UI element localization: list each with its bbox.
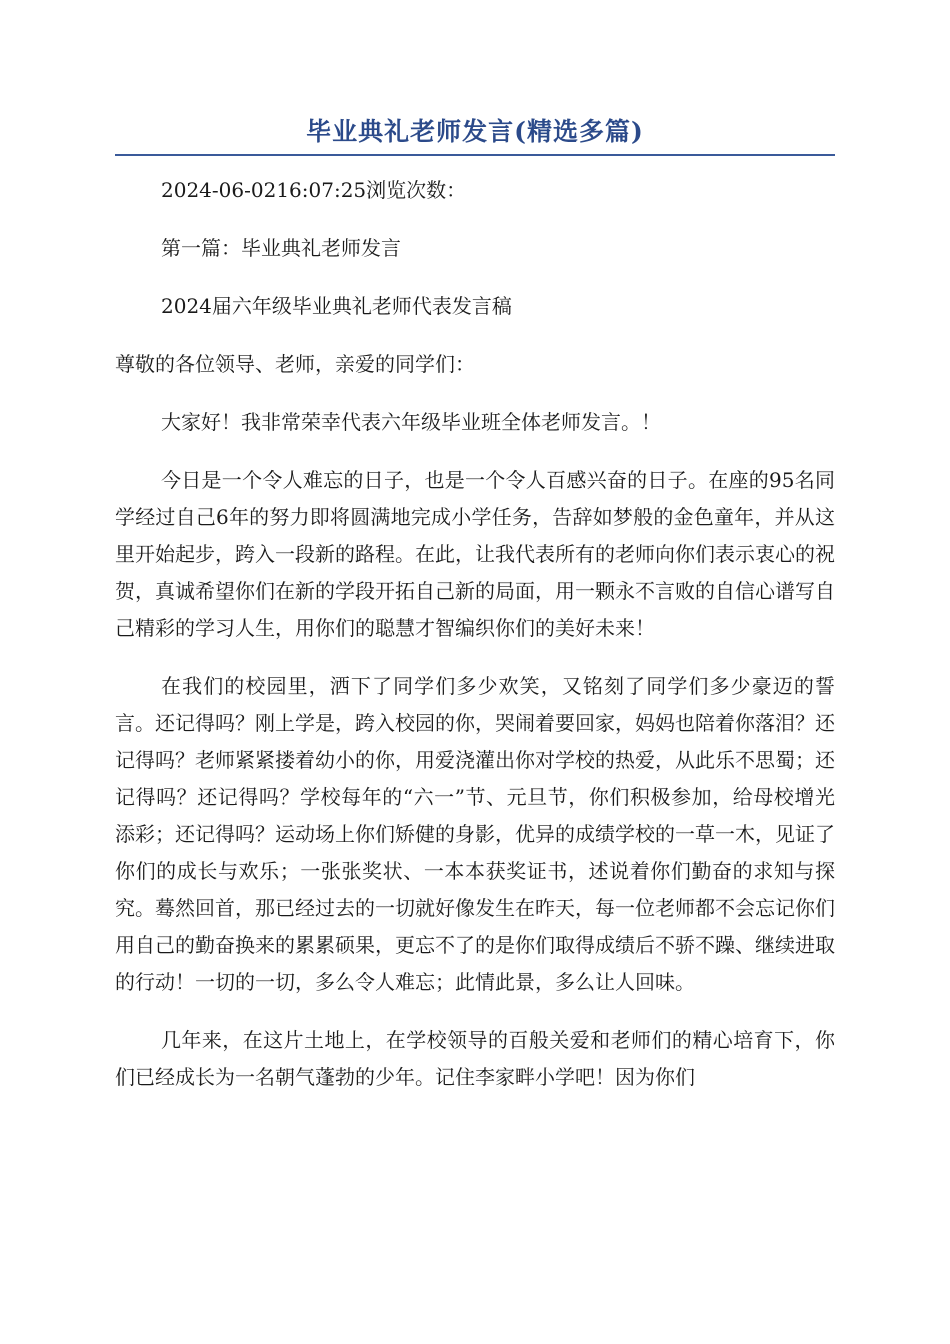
section-heading: 第一篇：毕业典礼老师发言 [161,236,401,260]
document-page [115,112,835,1117]
body-paragraph: 几年来，在这片土地上，在学校领导的百般关爱和老师们的精心培育下，你们已经成长为一名朝气蓬勃的少年。记住李家畔小学吧！因为你们 [115,1028,835,1089]
greeting-paragraph: 大家好！我非常荣幸代表六年级毕业班全体老师发言。！ [161,410,661,434]
body-paragraph: 今日是一个令人难忘的日子，也是一个令人百感兴奋的日子。在座的95名同学经过自己6年的努力即将圆满地完成小学任务，告辞如梦般的金色童年，并从这里开始起步，跨入一段新的路程。在此，让我代表所有的老师向你们表示衷心的祝贺，真诚希望你们在新的学段开拓自己新的局面，用一颗永不言败的自信心谱写自己精彩的学习人生，用你们的聪慧才智编织你们的美好未来！ [115,468,835,640]
timestamp-line: 2024-06-0216:07:25浏览次数： [161,178,467,202]
title-divider [115,154,835,156]
speech-title: 2024届六年级毕业典礼老师代表发言稿 [161,294,512,318]
body-paragraph: 在我们的校园里，洒下了同学们多少欢笑，又铭刻了同学们多少豪迈的誓言。还记得吗？刚上学是，跨入校园的你，哭闹着要回家，妈妈也陪着你落泪？还记得吗？老师紧紧搂着幼小的你，用爱浇灌出你对学校的热爱，从此乐不思蜀；还记得吗？还记得吗？学校每年的“六一”节、元旦节，你们积极参加，给母校增光添彩；还记得吗？运动场上你们矫健的身影，优异的成绩学校的一草一木，见证了你们的成长与欢乐；一张张奖状、一本本获奖证书，述说着你们勤奋的求知与探究。蓦然回首，那已经过去的一切就好像发生在昨天，每一位老师都不会忘记你们用自己的勤奋换来的累累硕果，更忘不了的是你们取得成绩后不骄不躁、继续进取的行动！一切的一切，多么令人难忘；此情此景，多么让人回味。 [115,674,835,994]
salutation: 尊敬的各位领导、老师，亲爱的同学们： [115,352,475,376]
document-title: 毕业典礼老师发言(精选多篇) [306,117,644,146]
